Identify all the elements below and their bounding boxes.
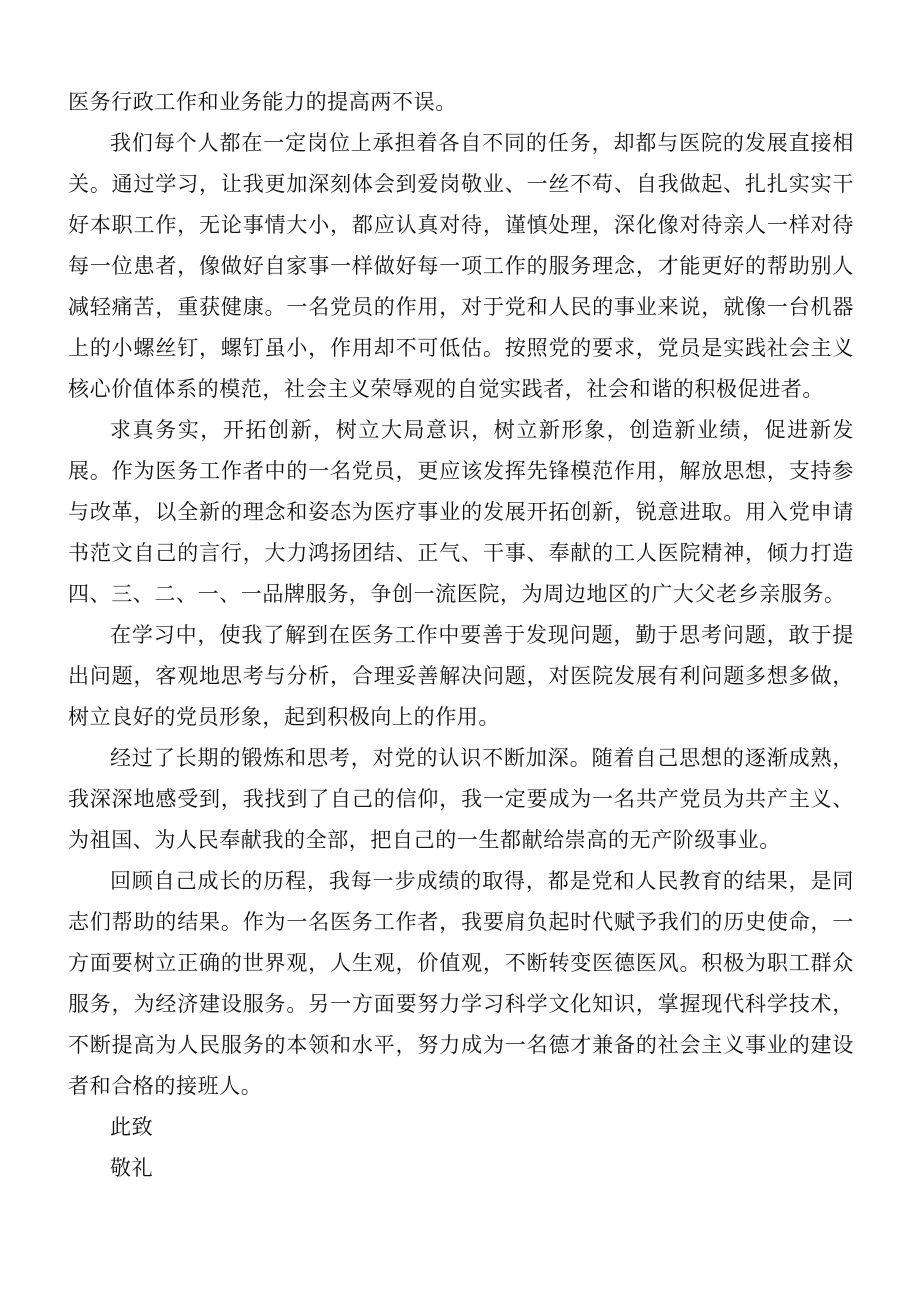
paragraph-belief: 经过了长期的锻炼和思考，对党的认识不断加深。随着自己思想的逐渐成熟，我深深地感受到，我找到了自己的信仰，我一定要成为一名共产党员为共产主义、为祖国、为人民奉献我的全部，把自己的一生都献给崇高的无产阶级事业。 (68, 746, 854, 852)
document-body (68, 82, 854, 1189)
closing-regards: 敬礼 (110, 1156, 154, 1180)
closing-salutation: 此致 (110, 1115, 154, 1139)
paragraph-innovation: 求真务实，开拓创新，树立大局意识，树立新形象，创造新业绩，促进新发展。作为医务工作者中的一名党员，更应该发挥先锋模范作用，解放思想，支持参与改革，以全新的理念和姿态为医疗事业的发展开拓创新，锐意进取。用入党申请书范文自己的言行，大力鸿扬团结、正气、干事、奉献的工人医院精神，倾力打造四、三、二、一、一品牌服务，争创一流医院，为周边地区的广大父老乡亲服务。 (68, 418, 854, 606)
paragraph-continuation: 医务行政工作和业务能力的提高两不误。 (68, 90, 457, 114)
paragraph-learning: 在学习中，使我了解到在医务工作中要善于发现问题，勤于思考问题，敢于提出问题，客观地思考与分析，合理妥善解决问题，对医院发展有利问题多想多做，树立良好的党员形象，起到积极向上的作用。 (68, 623, 854, 729)
paragraph-review: 回顾自己成长的历程，我每一步成绩的取得，都是党和人民教育的结果，是同志们帮助的结果。作为一名医务工作者，我要肩负起时代赋予我们的历史使命，一方面要树立正确的世界观，人生观，价值观，不断转变医德医风。积极为职工群众服务，为经济建设服务。另一方面要努力学习科学文化知识，掌握现代科学技术，不断提高为人民服务的本领和水平，努力成为一名德才兼备的社会主义事业的建设者和合格的接班人。 (68, 869, 854, 1098)
paragraph-responsibility: 我们每个人都在一定岗位上承担着各自不同的任务，却都与医院的发展直接相关。通过学习，让我更加深刻体会到爱岗敬业、一丝不苟、自我做起、扎扎实实干好本职工作，无论事情大小，都应认真对待，谨慎处理，深化像对待亲人一样对待每一位患者，像做好自家事一样做好每一项工作的服务理念，才能更好的帮助别人减轻痛苦，重获健康。一名党员的作用，对于党和人民的事业来说，就像一台机器上的小螺丝钉，螺钉虽小，作用却不可低估。按照党的要求，党员是实践社会主义核心价值体系的模范，社会主义荣辱观的自觉实践者，社会和谐的积极促进者。 (68, 131, 854, 401)
